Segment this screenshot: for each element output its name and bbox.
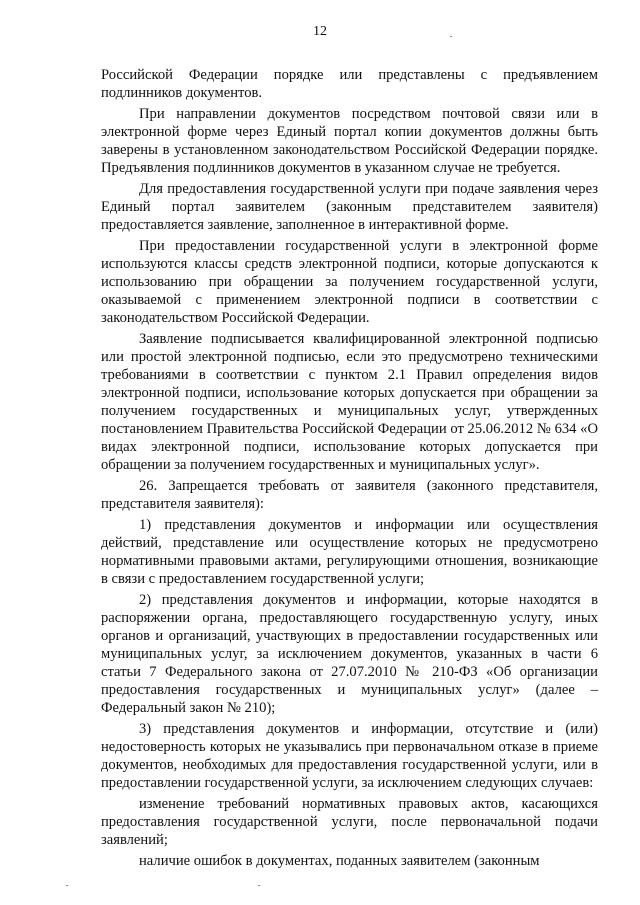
list-item-1: 1) представления документов и информации или осуществления действий, представление или осуществление которых не предусмотрено нормативными правовыми актами, регулирующими отношения, возникающие в связи с предоставлением государственной услуги; — [101, 517, 598, 587]
list-item-3: 3) представления документов и информации, отсутствие и (или) недостоверность которых не указывались при первоначальном отказе в приеме документов, необходимых для предоставления государственной услуги, или в предоставлении государственной услуги, за исключением следующих случаев: — [101, 721, 598, 791]
exception-document-errors: наличие ошибок в документах, поданных заявителем (законным — [139, 853, 540, 869]
paragraph-continuation: Российской Федерации порядке или представлены с предъявлением подлинников документов. — [101, 67, 598, 101]
paragraph-postal-submission: При направлении документов посредством почтовой связи или в электронной форме через Единый портал копии документов должны быть заверены в установленном законодательством Российской Федерации порядке. Предъявления подлинников документов в указанном случае не требуется. — [101, 106, 598, 176]
document-body — [101, 66, 598, 870]
page-number: 12 — [313, 24, 327, 39]
paragraph-signature-rules: Заявление подписывается квалифицированной электронной подписью или простой электронной подписью, если это предусмотрено техническими требованиями в соответствии с пунктом 2.1 Правил определения видов электронной подписи, использование которых допускается при обращении за получением государственных и муниципальных услуг, утвержденных постановлением Правительства Российской Федерации от 25.06.2012 № 634 «О видах электронной подписи, использование которых допускается при обращении за получением государственных и муниципальных услуг». — [101, 331, 598, 473]
list-item-2: 2) представления документов и информации, которые находятся в распоряжении органа, предоставляющего государственную услугу, иных органов и организаций, участвующих в предоставлении государственных или муниципальных услуг, за исключением документов, указанных в части 6 статьи 7 Федерального закона от 27.07.2010 № 210-ФЗ «Об организации предоставления государственных и муниципальных услуг» (далее – Федеральный закон № 210); — [101, 592, 598, 716]
paragraph-26-intro: 26. Запрещается требовать от заявителя (законного представителя, представителя заявителя): — [101, 478, 598, 512]
paragraph-signature-classes: При предоставлении государственной услуги в электронной форме используются классы средств электронной подписи, которые допускаются к использованию при обращении за получением государственной услуги, оказываемой с применением электронной подписи в соответствии с законодательством Российской Федерации. — [101, 238, 598, 326]
scan-speck — [450, 36, 452, 37]
paragraph-unified-portal: Для предоставления государственной услуги при подаче заявления через Единый портал заявителем (законным представителем заявителя) предоставляется заявление, заполненное в интерактивной форме. — [101, 181, 598, 233]
scan-speck — [258, 885, 260, 886]
exception-requirements-change: изменение требований нормативных правовых актов, касающихся предоставления государственной услуги, после первоначальной подачи заявлений; — [101, 796, 598, 848]
scan-speck — [66, 885, 68, 886]
